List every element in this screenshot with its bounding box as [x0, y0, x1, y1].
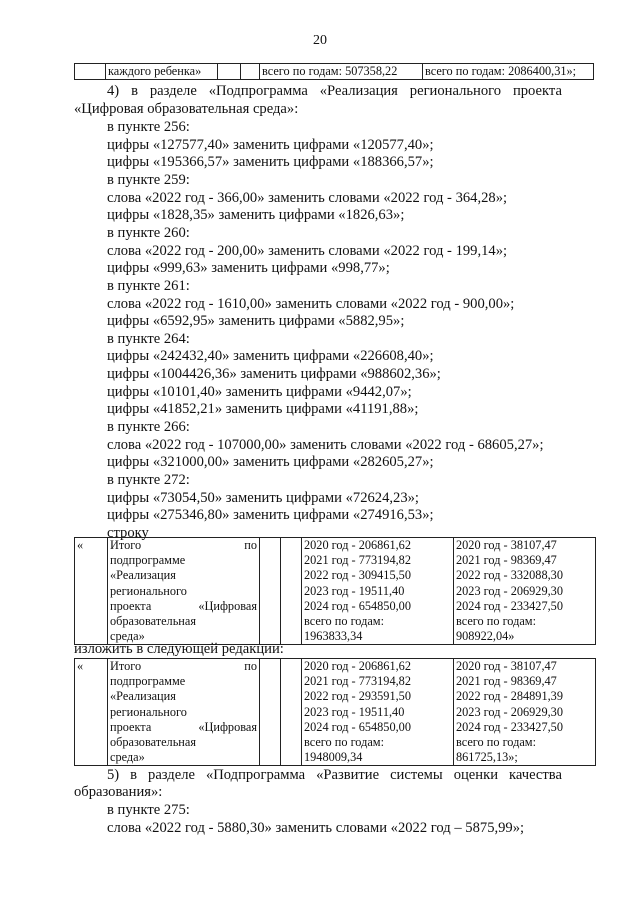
- amount-line: 1948009,34: [304, 750, 363, 765]
- amendment-line: в пункте 264:: [107, 331, 190, 347]
- word: «Развитие: [316, 767, 380, 783]
- name-word: проекта: [110, 719, 152, 734]
- amount-line: 2021 год - 773194,82: [304, 674, 411, 689]
- amendment-line: слова «2022 год - 1610,00» заменить словами «2022 год - 900,00»;: [107, 296, 515, 312]
- name-line: подпрограмме: [110, 674, 186, 689]
- amount-line: 2022 год - 284891,39: [456, 689, 563, 704]
- word: проекта: [512, 83, 562, 99]
- amendment-line: в пункте 261:: [107, 278, 190, 294]
- para4-line1: [107, 83, 562, 100]
- para4-line2: «Цифровая образовательная среда»:: [74, 101, 299, 117]
- amendment-line: слова «2022 год - 107000,00» заменить словами «2022 год - 68605,27»;: [107, 437, 544, 453]
- amendment-line: цифры «242432,40» заменить цифрами «226608,40»;: [107, 348, 434, 364]
- name-word: проекта: [110, 598, 152, 613]
- amount-line: 2022 год - 309415,50: [304, 568, 411, 583]
- amount-line: всего по годам:: [456, 735, 537, 750]
- amounts-b-cell: [454, 538, 596, 645]
- amendment-line: в пункте 260:: [107, 225, 190, 241]
- top-total-b: всего по годам: 2086400,31»;: [423, 64, 594, 80]
- amount-line: всего по годам:: [304, 614, 385, 629]
- amount-line: 2022 год - 332088,30: [456, 568, 563, 583]
- row-name-cell: [108, 659, 260, 766]
- amendment-line: в пункте 266:: [107, 419, 190, 435]
- amendment-line: в пункте 272:: [107, 472, 190, 488]
- name-word: Итого: [110, 538, 142, 552]
- word: «Подпрограмма: [208, 83, 308, 99]
- empty-cell: [260, 659, 281, 766]
- top-empty-cell: [241, 64, 260, 80]
- name-word: «Цифровая: [198, 598, 257, 613]
- word: разделе: [148, 767, 195, 783]
- word: 4): [107, 83, 120, 99]
- tail-line: слова «2022 год - 5880,30» заменить словами «2022 год – 5875,99»;: [107, 820, 525, 836]
- empty-cell: [281, 659, 302, 766]
- para5-line1: [107, 767, 562, 784]
- new-row-table: [74, 658, 596, 766]
- amendment-line: цифры «1004426,36» заменить цифрами «988602,36»;: [107, 366, 441, 382]
- instead-line: изложить в следующей редакции:: [74, 641, 284, 657]
- amendment-line: слова «2022 год - 366,00» заменить словами «2022 год - 364,28»;: [107, 190, 508, 206]
- quote-cell: «: [75, 659, 108, 766]
- amendment-line: цифры «6592,95» заменить цифрами «5882,95»;: [107, 313, 405, 329]
- word: «Подпрограмма: [205, 767, 306, 783]
- empty-cell: [281, 538, 302, 645]
- amendment-line: слова «2022 год - 200,00» заменить словами «2022 год - 199,14»;: [107, 243, 508, 259]
- amount-line: всего по годам:: [456, 614, 537, 629]
- amount-line: 2023 год - 19511,40: [304, 583, 405, 598]
- amounts-b-cell: [454, 659, 596, 766]
- amount-line: 1963833,34: [304, 629, 363, 644]
- name-line: среда»: [110, 629, 145, 644]
- amount-line: 2024 год - 233427,50: [456, 598, 563, 613]
- amendment-line: цифры «275346,80» заменить цифрами «274916,53»;: [107, 507, 434, 523]
- top-label-cell: каждого ребенка»: [106, 64, 218, 80]
- page-number: 20: [313, 33, 327, 48]
- amounts-a-cell: [302, 538, 454, 645]
- name-line: образовательная: [110, 614, 196, 629]
- amount-line: 2020 год - 206861,62: [304, 538, 411, 552]
- top-total-a: всего по годам: 507358,22: [260, 64, 423, 80]
- name-line: «Реализация: [110, 568, 176, 583]
- amount-line: 2023 год - 19511,40: [304, 704, 405, 719]
- amendment-line: цифры «321000,00» заменить цифрами «282605,27»;: [107, 454, 434, 470]
- amendment-line: строку: [107, 525, 149, 541]
- word: системы: [390, 767, 443, 783]
- amount-line: 2023 год - 206929,30: [456, 583, 563, 598]
- amount-line: 2023 год - 206929,30: [456, 704, 563, 719]
- word: 5): [107, 767, 120, 783]
- amount-line: 2022 год - 293591,50: [304, 689, 411, 704]
- amount-line: 2024 год - 654850,00: [304, 598, 411, 613]
- name-line: «Реализация: [110, 689, 176, 704]
- amendment-line: цифры «127577,40» заменить цифрами «120577,40»;: [107, 137, 434, 153]
- word: в: [130, 767, 138, 783]
- amount-line: 2020 год - 38107,47: [456, 659, 557, 673]
- name-word: по: [244, 538, 257, 552]
- amendment-line: цифры «1828,35» заменить цифрами «1826,63»;: [107, 207, 405, 223]
- top-empty-cell: [218, 64, 241, 80]
- amount-line: 2021 год - 98369,47: [456, 674, 557, 689]
- amendment-line: цифры «41852,21» заменить цифрами «41191,88»;: [107, 401, 419, 417]
- amount-line: 2020 год - 38107,47: [456, 538, 557, 552]
- name-line: образовательная: [110, 735, 196, 750]
- word: «Реализация: [319, 83, 398, 99]
- name-word: по: [244, 659, 257, 673]
- name-line: регионального: [110, 583, 187, 598]
- amount-line: всего по годам:: [304, 735, 385, 750]
- word: оценки: [453, 767, 498, 783]
- amount-line: 908922,04»: [456, 629, 515, 644]
- name-word: Итого: [110, 659, 142, 673]
- word: разделе: [149, 83, 197, 99]
- para5-line2: образования»:: [74, 784, 163, 800]
- name-line: среда»: [110, 750, 145, 765]
- name-line: подпрограмме: [110, 553, 186, 568]
- amendment-line: цифры «195366,57» заменить цифрами «188366,57»;: [107, 154, 434, 170]
- empty-cell: [260, 538, 281, 645]
- amendment-line: цифры «10101,40» заменить цифрами «9442,07»;: [107, 384, 412, 400]
- tail-line: в пункте 275:: [107, 802, 190, 818]
- quote-cell: «: [75, 538, 108, 645]
- row-name-cell: [108, 538, 260, 645]
- amendment-line: цифры «73054,50» заменить цифрами «72624,23»;: [107, 490, 419, 506]
- amendment-line: в пункте 259:: [107, 172, 190, 188]
- word: в: [131, 83, 138, 99]
- amount-line: 2024 год - 233427,50: [456, 719, 563, 734]
- amount-line: 2020 год - 206861,62: [304, 659, 411, 673]
- amount-line: 2021 год - 98369,47: [456, 553, 557, 568]
- top-empty-cell: [75, 64, 106, 80]
- amount-line: 861725,13»;: [456, 750, 518, 765]
- amendment-line: цифры «999,63» заменить цифрами «998,77»;: [107, 260, 390, 276]
- word: качества: [508, 767, 562, 783]
- old-row-table: [74, 537, 596, 645]
- name-word: «Цифровая: [198, 719, 257, 734]
- top-table-row: [74, 63, 594, 80]
- amount-line: 2021 год - 773194,82: [304, 553, 411, 568]
- amendment-line: в пункте 256:: [107, 119, 190, 135]
- amount-line: 2024 год - 654850,00: [304, 719, 411, 734]
- word: регионального: [409, 83, 502, 99]
- name-line: регионального: [110, 704, 187, 719]
- amounts-a-cell: [302, 659, 454, 766]
